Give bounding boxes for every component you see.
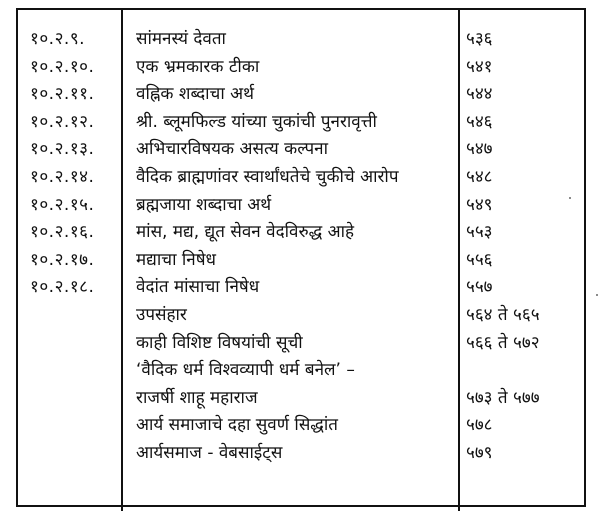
page-number: ५६६ ते ५७२ [466, 332, 540, 353]
section-number: १०.२.१३. [30, 139, 95, 160]
section-title: एक भ्रमकारक टीका [136, 56, 260, 77]
section-number: १०.२.१२. [30, 111, 95, 132]
page-number: ५४८ [466, 166, 493, 187]
page-number: ५४९ [466, 194, 493, 215]
toc-row [0, 357, 600, 385]
section-number: १०.२.१७. [30, 249, 95, 270]
page-number: ५४६ [466, 111, 493, 132]
page-number: ५७८ [466, 415, 493, 436]
section-title: उपसंहार [136, 304, 187, 325]
section-title: आर्यसमाज - वेबसाईट्स [136, 442, 283, 463]
page-number: ५३६ [466, 29, 493, 49]
section-number: १०.२.१५. [30, 194, 95, 215]
toc-row [0, 247, 600, 275]
toc-row [0, 81, 600, 109]
toc-row [0, 440, 600, 468]
section-number: १०.२.९. [30, 29, 86, 49]
page-number: ५५७ [466, 277, 493, 298]
toc-row [0, 219, 600, 247]
toc-row [0, 302, 600, 330]
page-number: ५४७ [466, 139, 493, 160]
toc-row [0, 412, 600, 440]
section-title: आर्य समाजाचे दहा सुवर्ण सिद्धांत [136, 415, 338, 436]
section-number: १०.२.१०. [30, 56, 95, 77]
page-number: ५६४ ते ५६५ [466, 304, 540, 325]
section-number: १०.२.११. [30, 84, 95, 105]
section-title: वह्निक शब्दाचा अर्थ [136, 84, 254, 105]
page-number: ५५६ [466, 249, 493, 270]
scan-speck [596, 294, 598, 296]
toc-row [0, 385, 600, 413]
section-title: काही विशिष्ट विषयांची सूची [136, 332, 303, 353]
toc-row [0, 192, 600, 220]
toc-row [0, 274, 600, 302]
section-number: १०.२.१८. [30, 277, 95, 298]
section-title: अभिचारविषयक असत्य कल्पना [136, 139, 329, 160]
section-title: सांमनस्यं देवता [136, 29, 226, 49]
page-number: ५४४ [466, 84, 493, 105]
section-title: ब्रह्मजाया शब्दाचा अर्थ [136, 194, 272, 215]
page-number: ५७३ ते ५७७ [466, 387, 540, 408]
page-number: ५४१ [466, 56, 493, 77]
toc-row [0, 26, 600, 54]
page-number: ५७९ [466, 442, 493, 463]
section-title: ‘वैदिक धर्म विश्वव्यापी धर्म बनेल’ – [136, 360, 355, 381]
toc-row [0, 54, 600, 82]
toc-row [0, 109, 600, 137]
section-title: वेदांत मांसाचा निषेध [136, 277, 260, 298]
section-title: राजर्षी शाहू महाराज [136, 387, 258, 408]
section-title: श्री. ब्लूमफिल्ड यांच्या चुकांची पुनरावृत्ती [136, 111, 377, 132]
toc-row [0, 330, 600, 358]
toc-row [0, 164, 600, 192]
section-title: वैदिक ब्राह्मणांवर स्वार्थांधतेचे चुकीचे आरोप [136, 166, 399, 187]
toc-rows [0, 26, 600, 468]
section-number: १०.२.१४. [30, 166, 95, 187]
scan-speck [569, 197, 571, 199]
page-number: ५५३ [466, 222, 493, 243]
section-number: १०.२.१६. [30, 222, 95, 243]
toc-row [0, 136, 600, 164]
section-title: मांस, मद्य, द्यूत सेवन वेदविरुद्ध आहे [136, 222, 355, 243]
section-title: मद्याचा निषेध [136, 249, 216, 270]
